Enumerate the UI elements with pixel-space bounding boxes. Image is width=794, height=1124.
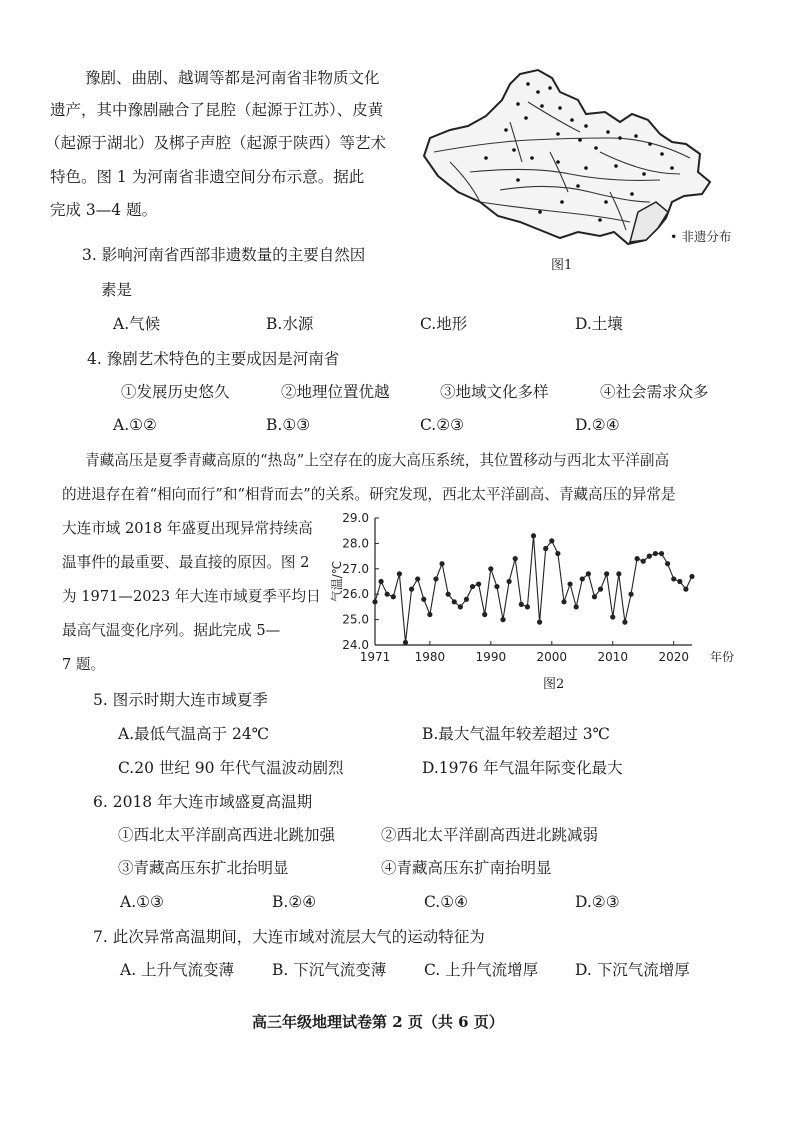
data-point [494, 584, 499, 589]
q6-option-a[interactable]: A.①③ [120, 893, 164, 911]
q4-item-2: ②地理位置优越 [281, 383, 390, 401]
q7-option-a[interactable]: A. 上升气流变薄 [120, 961, 235, 979]
y-tick-label: 26.0 [342, 587, 369, 602]
q6-option-c[interactable]: C.①④ [424, 893, 469, 911]
q4-option-a[interactable]: A.①② [113, 416, 157, 434]
data-point [543, 546, 548, 551]
data-point [446, 592, 451, 597]
q7-option-b[interactable]: B. 下沉气流变薄 [272, 961, 387, 979]
q5-option-d[interactable]: D.1976 年气温年际变化最大 [422, 759, 623, 777]
chart-caption: 图2 [543, 677, 565, 692]
data-point [500, 617, 505, 622]
map-caption: 图1 [551, 258, 573, 273]
q6-item-4: ④青藏高压东扩南抬明显 [381, 859, 552, 877]
intro2-line-6: 最高气温变化序列。据此完成 5— [62, 622, 281, 639]
intro2-line-3: 大连市域 2018 年盛夏出现异常持续高 [62, 520, 313, 537]
data-point [598, 587, 603, 592]
q6-item-2: ②西北太平洋副高西进北跳减弱 [381, 826, 599, 844]
q5-option-b[interactable]: B.最大气温年较差超过 3℃ [422, 725, 610, 743]
data-point [567, 581, 572, 586]
data-point [561, 599, 566, 604]
q6-stem: 6. 2018 年大连市域盛夏高温期 [93, 793, 313, 811]
data-point [525, 604, 530, 609]
intro2-line-2: 的进退存在着“相向而行”和“相背而去”的关系。研究发现，西北太平洋副高、青藏高压的异常是 [62, 486, 676, 503]
x-tick-label: 2000 [536, 650, 568, 664]
q3-stem-cont: 素是 [101, 281, 133, 299]
data-point [519, 602, 524, 607]
data-point [482, 612, 487, 617]
q5-stem: 5. 图示时期大连市域夏季 [93, 691, 268, 709]
intro2-line-1: 青藏高压是夏季青藏高原的“热岛”上空存在的庞大高压系统，其位置移动与西北太平洋副高 [85, 452, 670, 469]
temperature-chart [318, 506, 738, 678]
intro1-line-1: 豫剧、曲剧、越调等都是河南省非物质文化 [85, 69, 380, 87]
intro2-line-5: 为 1971—2023 年大连市域夏季平均日 [62, 588, 321, 605]
data-point [409, 587, 414, 592]
y-tick-label: 29.0 [342, 511, 369, 525]
page-footer: 高三年级地理试卷第 2 页（共 6 页） [252, 1013, 504, 1031]
henan-map-outline [424, 70, 710, 244]
q4-option-d[interactable]: D.②④ [575, 416, 620, 434]
intro2-line-7: 7 题。 [62, 656, 106, 673]
data-point [549, 538, 554, 543]
y-tick-label: 28.0 [342, 536, 369, 551]
intro1-line-3: （起源于湖北）及梆子声腔（起源于陕西）等艺术 [45, 134, 387, 152]
q4-item-1: ①发展历史悠久 [121, 383, 230, 401]
y-tick-label: 25.0 [342, 612, 369, 627]
intro1-line-5: 完成 3—4 题。 [50, 201, 158, 219]
x-axis-label: 年份 [709, 650, 735, 664]
data-point [378, 579, 383, 584]
data-point [488, 566, 493, 571]
q3-option-c[interactable]: C.地形 [420, 315, 468, 333]
q6-option-d[interactable]: D.②③ [575, 893, 620, 911]
q3-option-a[interactable]: A.气候 [113, 315, 161, 333]
data-point [391, 594, 396, 599]
q6-item-3: ③青藏高压东扩北抬明显 [118, 859, 289, 877]
q3-stem: 3. 影响河南省西部非遗数量的主要自然因 [82, 246, 366, 264]
data-point [433, 576, 438, 581]
q3-option-d[interactable]: D.土壤 [575, 315, 623, 333]
intro1-line-4: 特色。图 1 为河南省非遗空间分布示意。据此 [50, 168, 365, 186]
data-point [580, 576, 585, 581]
data-point [647, 554, 652, 559]
x-tick-label: 2020 [658, 650, 689, 664]
data-point [574, 604, 579, 609]
data-point [470, 584, 475, 589]
x-tick-label: 2010 [597, 650, 629, 664]
series-line [375, 536, 692, 643]
q7-option-d[interactable]: D. 下沉气流增厚 [575, 961, 690, 979]
data-point [677, 579, 682, 584]
data-point [616, 571, 621, 576]
data-point [397, 571, 402, 576]
y-tick-label: 27.0 [342, 561, 369, 576]
data-point [635, 556, 640, 561]
q4-option-b[interactable]: B.①③ [266, 416, 311, 434]
data-point [555, 551, 560, 556]
x-tick-label: 1971 [359, 650, 391, 664]
data-point [415, 576, 420, 581]
data-point [403, 640, 408, 645]
data-point [537, 620, 542, 625]
q4-item-3: ③地域文化多样 [440, 383, 549, 401]
x-tick-label: 1990 [475, 650, 507, 664]
q7-option-c[interactable]: C. 上升气流增厚 [424, 961, 539, 979]
q6-option-b[interactable]: B.②④ [272, 893, 317, 911]
q4-stem: 4. 豫剧艺术特色的主要成因是河南省 [87, 350, 340, 368]
data-point [628, 592, 633, 597]
q5-option-c[interactable]: C.20 世纪 90 年代气温波动剧烈 [118, 759, 344, 777]
data-point [452, 599, 457, 604]
intro2-line-4: 温事件的最重要、最直接的原因。图 2 [62, 554, 310, 571]
data-point [622, 620, 627, 625]
data-point [507, 579, 512, 584]
data-point [671, 576, 676, 581]
data-point [604, 571, 609, 576]
q5-option-a[interactable]: A.最低气温高于 24℃ [118, 725, 270, 743]
y-tick-label: 24.0 [342, 638, 369, 652]
x-tick-label: 1980 [414, 650, 446, 664]
q6-item-1: ①西北太平洋副高西进北跳加强 [118, 826, 336, 844]
data-point [689, 574, 694, 579]
data-point [427, 612, 432, 617]
data-point [458, 604, 463, 609]
q3-option-b[interactable]: B.水源 [266, 315, 314, 333]
data-point [665, 561, 670, 566]
q4-item-4: ④社会需求众多 [600, 383, 709, 401]
data-point [531, 533, 536, 538]
data-point [610, 614, 615, 619]
data-point [586, 571, 591, 576]
data-point [439, 561, 444, 566]
intro1-line-2: 遗产，其中豫剧融合了昆腔（起源于江苏）、皮黄 [50, 101, 384, 119]
data-point [372, 599, 377, 604]
q4-option-c[interactable]: C.②③ [420, 416, 465, 434]
data-point [683, 587, 688, 592]
data-point [653, 551, 658, 556]
data-point [421, 597, 426, 602]
map-legend: • 非遗分布 [670, 229, 732, 244]
data-point [513, 556, 518, 561]
q7-stem: 7. 此次异常高温期间，大连市域对流层大气的运动特征为 [93, 928, 485, 946]
data-point [641, 559, 646, 564]
y-axis-label: 气温/℃ [330, 560, 344, 603]
data-point [659, 551, 664, 556]
data-point [385, 592, 390, 597]
data-point [476, 581, 481, 586]
data-point [592, 594, 597, 599]
data-point [464, 597, 469, 602]
